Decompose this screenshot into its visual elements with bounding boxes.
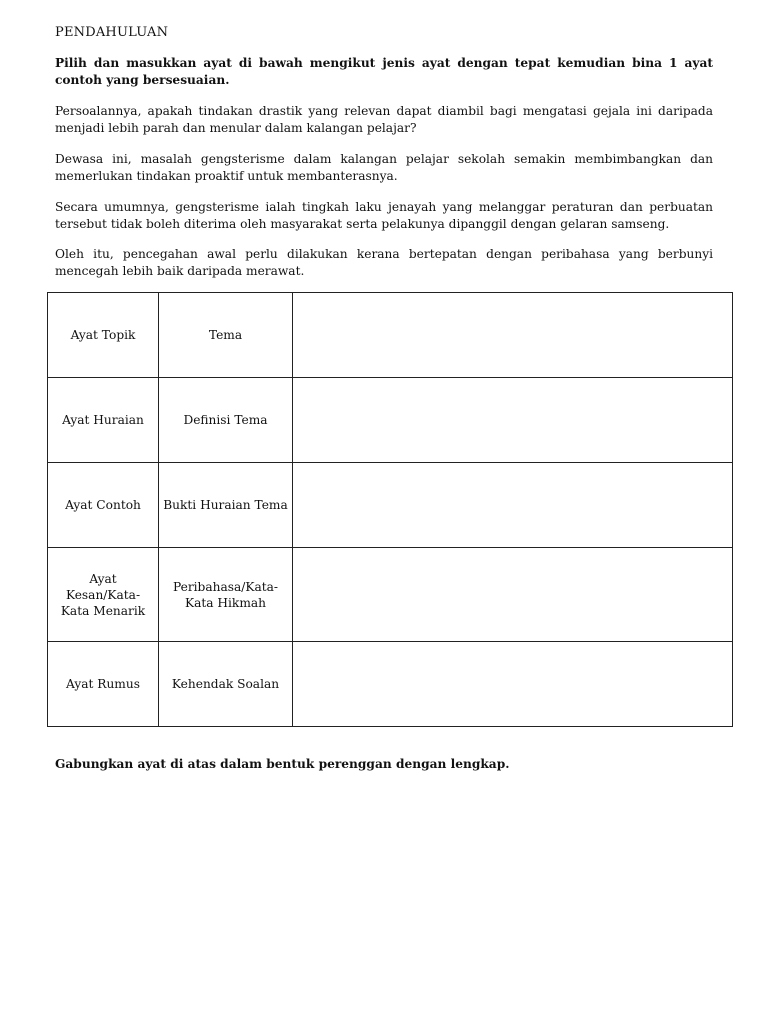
paragraph-2: Dewasa ini, masalah gengsterisme dalam kalangan pelajar sekolah semakin membimbangkan dan memerlukan tindakan proaktif untuk membanterasnya. [55, 152, 713, 183]
description-cell: Tema [159, 293, 293, 378]
final-instruction: Gabungkan ayat di atas dalam bentuk perenggan dengan lengkap. [55, 757, 510, 771]
description-cell: Peribahasa/Kata-Kata Hikmah [159, 548, 293, 642]
answer-cell[interactable] [293, 642, 733, 727]
table-row [48, 293, 733, 378]
sentence-type-cell: Ayat Kesan/Kata-Kata Menarik [48, 548, 159, 642]
section-heading: PENDAHULUAN [55, 25, 169, 40]
sentence-type-cell: Ayat Huraian [48, 378, 159, 463]
answer-cell[interactable] [293, 378, 733, 463]
answer-cell[interactable] [293, 548, 733, 642]
sentence-type-cell: Ayat Rumus [48, 642, 159, 727]
table-row [48, 378, 733, 463]
instruction-text: Pilih dan masukkan ayat di bawah mengikut jenis ayat dengan tepat kemudian bina 1 ayat contoh yang bersesuaian. [55, 56, 713, 87]
description-cell: Kehendak Soalan [159, 642, 293, 727]
answer-cell[interactable] [293, 463, 733, 548]
answer-cell[interactable] [293, 293, 733, 378]
description-cell: Definisi Tema [159, 378, 293, 463]
paragraph-1: Persoalannya, apakah tindakan drastik yang relevan dapat diambil bagi mengatasi gejala ini daripada menjadi lebih parah dan menular dalam kalangan pelajar? [55, 104, 713, 135]
table-row [48, 548, 733, 642]
table-row [48, 642, 733, 727]
paragraph-3: Secara umumnya, gengsterisme ialah tingkah laku jenayah yang melanggar peraturan dan perbuatan tersebut tidak boleh diterima oleh masyarakat serta pelakunya dipanggil dengan gelaran samseng. [55, 200, 713, 231]
table-row [48, 463, 733, 548]
sentence-type-cell: Ayat Contoh [48, 463, 159, 548]
paragraph-4: Oleh itu, pencegahan awal perlu dilakukan kerana bertepatan dengan peribahasa yang berbunyi mencegah lebih baik daripada merawat. [55, 247, 713, 278]
description-cell: Bukti Huraian Tema [159, 463, 293, 548]
sentence-type-cell: Ayat Topik [48, 293, 159, 378]
sentence-type-table [47, 292, 733, 727]
